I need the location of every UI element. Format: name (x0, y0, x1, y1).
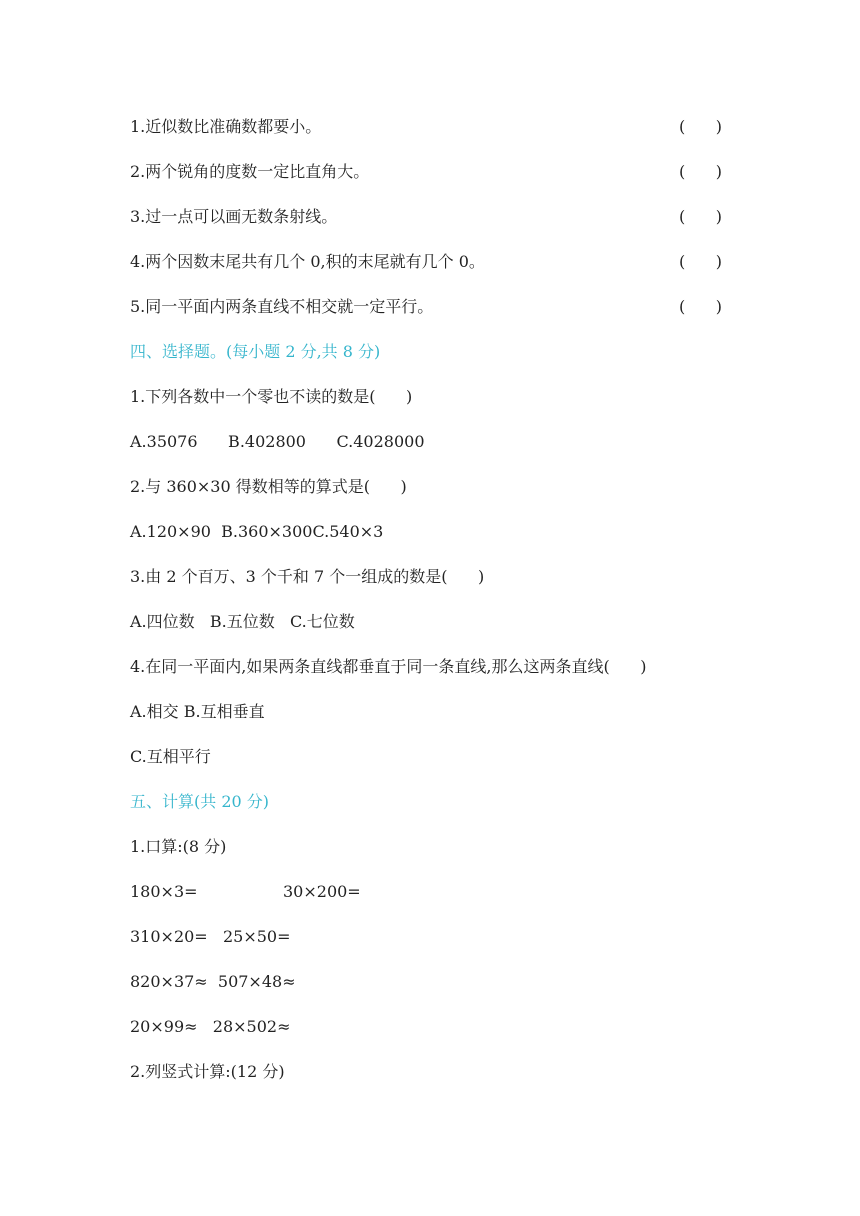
choice-question-1: 1.下列各数中一个零也不读的数是( ) (130, 387, 413, 406)
choice-question-2: 2.与 360×30 得数相等的算式是( ) (130, 477, 407, 496)
choice-options-2: A.120×90 B.360×300C.540×3 (130, 522, 384, 541)
section-heading-choice: 四、选择题。(每小题 2 分,共 8 分) (130, 342, 381, 361)
answer-paren-5: ( ) (679, 297, 722, 316)
answer-paren-3: ( ) (679, 207, 722, 226)
choice-options-3: A.四位数 B.五位数 C.七位数 (130, 612, 355, 631)
oral-calc-row1-left: 180×3= (130, 882, 198, 901)
choice-question-4: 4.在同一平面内,如果两条直线都垂直于同一条直线,那么这两条直线( ) (130, 657, 647, 676)
judge-item-3: 3.过一点可以画无数条射线。 (130, 207, 338, 226)
judge-item-1: 1.近似数比准确数都要小。 (130, 117, 322, 136)
choice-options-1: A.35076 B.402800 C.4028000 (130, 432, 425, 451)
judge-item-2: 2.两个锐角的度数一定比直角大。 (130, 162, 370, 181)
section-heading-calc: 五、计算(共 20 分) (130, 792, 270, 811)
oral-calc-row4: 20×99≈ 28×502≈ (130, 1017, 291, 1036)
choice-options-4a: A.相交 B.互相垂直 (130, 702, 265, 721)
vertical-calc-title: 2.列竖式计算:(12 分) (130, 1062, 285, 1081)
judge-item-5: 5.同一平面内两条直线不相交就一定平行。 (130, 297, 434, 316)
oral-calc-row2: 310×20= 25×50= (130, 927, 291, 946)
answer-paren-2: ( ) (679, 162, 722, 181)
oral-calc-row1-right: 30×200= (283, 882, 361, 901)
answer-paren-4: ( ) (679, 252, 722, 271)
oral-calc-row3: 820×37≈ 507×48≈ (130, 972, 296, 991)
answer-paren-1: ( ) (679, 117, 722, 136)
choice-question-3: 3.由 2 个百万、3 个千和 7 个一组成的数是( ) (130, 567, 485, 586)
oral-calc-title: 1.口算:(8 分) (130, 837, 227, 856)
choice-options-4b: C.互相平行 (130, 747, 211, 766)
judge-item-4: 4.两个因数末尾共有几个 0,积的末尾就有几个 0。 (130, 252, 485, 271)
